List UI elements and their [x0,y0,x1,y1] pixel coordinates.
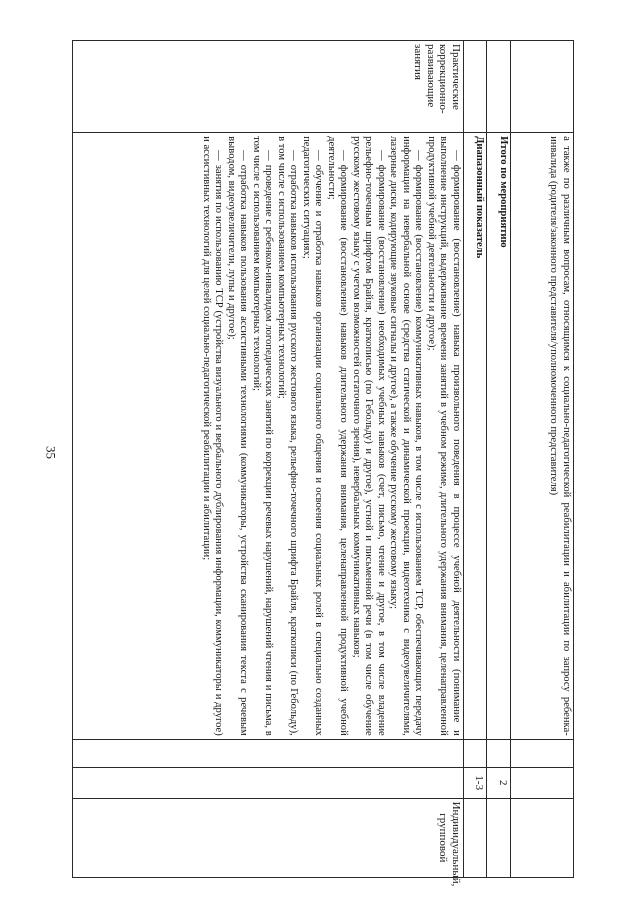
row-top-text: а также по различным вопросам, относящимся к социально-педагогической реабилитации и абилитации по запросу ребенка-инвалида (родителя/законного представителя/уполномоченного представителя) [511,133,574,740]
list-item: —формирование (восстановление) необходимых учебных навыков (счет, письмо, чтение и другое, в том числе владение рельефно-точечным шрифтом Брайля, краткописью (по Гебольду) и другое), устной и письменной речи (в том числе обучение русскому жестовому языку с учетом возможностей остаточного зрения), невербальных коммуникативных навыков; [351,136,387,736]
empty-cell [511,41,574,133]
empty-cell [464,41,488,133]
list-item: —формирование (восстановление) навыка произвольного поведения в процессе учебной деятельности (понимание и выполнение инструкций, выдерживание времени занятий в учебном режиме, длительного удержания внимания, целенаправленной продуктивной учебной деятельности и другое); [426,136,462,736]
list-item: —формирование (восстановление) навыков длительного удержания внимания, целенаправленной продуктивной учебной деятельности; [326,136,350,736]
activity-form: Индивидуальный, групповой [73,798,464,877]
empty-cell [464,798,488,877]
empty-cell [487,41,511,133]
table-row [511,41,574,878]
total-value: 2 [487,767,511,798]
empty-cell [511,739,574,767]
empty-cell [73,767,464,798]
total-label: Итого по мероприятию [487,133,511,740]
empty-cell [487,739,511,767]
page-number: 35 [43,446,59,459]
list-item: —обучение и отработка навыков организации социального общения и освоения социальных ролей в специально созданных педагогических ситуациях; [301,136,325,736]
list-item: —занятия по использованию ТСР (устройства визуального и вербального дублирования информации, коммуникаторы и другое) и ассистивных технологий для целей социально-педагогической реабилитации и абилитации; [201,136,225,736]
table-row [464,41,488,878]
empty-cell [73,739,464,767]
list-item: —отработка навыков использования русского жестового языка, рельефно-точечного шрифта Брайля, краткописи (по Гебольду), в том числе с использованием компьютерных технологий; [276,136,300,736]
activity-name: Практические коррекционно-развивающие занятия [73,41,464,133]
table-row [73,41,464,878]
activity-content [73,133,464,740]
list-item: —формирование (восстановление) коммуникативных навыков, в том числе с использованием ТСР, обеспечивающих передачу информации на невербальной основе (средства статической и динамической проекции, видеотехника с видеоувеличителями, лазерные диски, кодирующие звуковые сигналы и другое), а также обучение русскому жестовому языку; [388,136,425,736]
table-row [487,41,511,878]
activity-items-list [200,136,463,736]
empty-cell [487,798,511,877]
rotated-page [72,40,574,887]
empty-cell [464,739,488,767]
rehab-table [72,40,574,887]
list-item: —отработка навыков пользования ассистивными технологиями (коммуникаторы, устройства сканирования текста с речевым выводом, видеоувеличители, лупы и другое); [226,136,250,736]
range-value: 1-3 [464,767,488,798]
list-item: —проведение с ребенком-инвалидом логопедических занятий по коррекции речевых нарушений, нарушений чтения и письма, в том числе с использованием компьютерных технологий; [251,136,275,736]
range-label: Диапазонный показатель [464,133,488,740]
empty-cell [511,798,574,877]
empty-cell [511,767,574,798]
